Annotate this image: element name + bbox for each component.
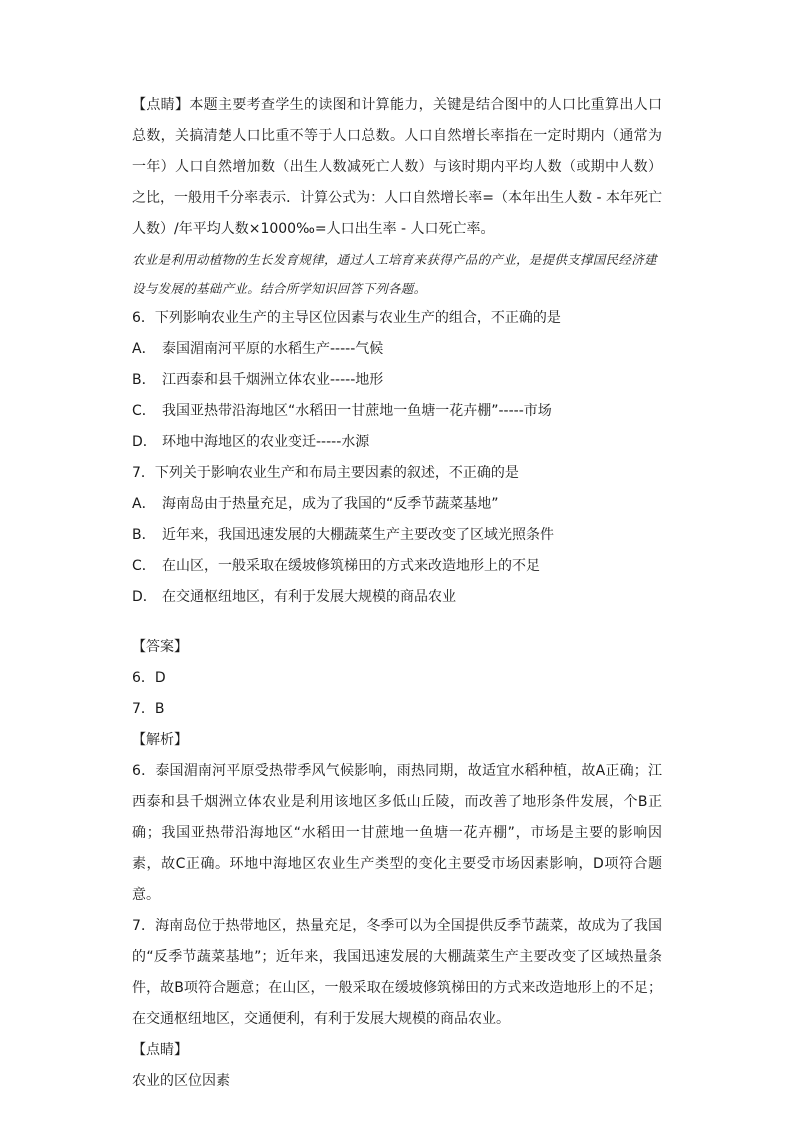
option-text: 泰国湄南河平原的水稻生产-----气候: [162, 341, 384, 357]
question-6-stem: 6．下列影响农业生产的主导区位因素与农业生产的组合，不正确的是: [132, 310, 561, 326]
option-letter: D．: [132, 589, 157, 605]
question-6-option-c: [132, 396, 662, 427]
answer-label: 【答案】: [132, 639, 188, 655]
option-letter: C．: [132, 403, 156, 419]
option-letter: B．: [132, 527, 156, 543]
answer-6: 6．D: [132, 670, 166, 686]
dianjing-paragraph-1: [132, 90, 662, 245]
option-letter: A．: [132, 341, 156, 357]
question-7-option-c: [132, 551, 662, 582]
option-letter: B．: [132, 372, 156, 388]
option-letter: A．: [132, 496, 156, 512]
spacer: [132, 613, 662, 632]
option-text: 环地中海地区的农业变迁-----水源: [162, 434, 370, 450]
dianjing-label: 【点睛】: [132, 97, 190, 113]
question-7-option-a: [132, 489, 662, 520]
option-letter: C．: [132, 558, 156, 574]
analysis-6: 6．泰国湄南河平原受热带季风气候影响，雨热同期，故适宜水稻种植，故A正确；江西泰和县千烟洲立体农业是利用该地区多低山丘陵，而改善了地形条件发展，个B正确；我国亚热带沿海地区“水稻田一甘蔗地一鱼塘一花卉棚”，市场是主要的影响因素，故C正确。环地中海地区农业生产类型的变化主要受市场因素影响，D项符合题意。: [132, 763, 662, 903]
question-7-option-d: [132, 582, 662, 613]
question-7-option-b: [132, 520, 662, 551]
question-intro: 农业是利用动植物的生长发育规律，通过人工培育来获得产品的产业，是提供支撑国民经济建设与发展的基础产业。结合所学知识回答下列各题。: [132, 252, 657, 296]
question-6-option-b: [132, 365, 662, 396]
question-7-stem: 7．下列关于影响农业生产和布局主要因素的叙述，不正确的是: [132, 465, 519, 481]
option-text: 在山区，一般采取在缓坡修筑梯田的方式来改造地形上的不足: [162, 558, 540, 574]
question-6-option-a: [132, 334, 662, 365]
option-text: 江西泰和县千烟洲立体农业-----地形: [162, 372, 384, 388]
question-6-option-d: [132, 427, 662, 458]
option-text: 近年来，我国迅速发展的大棚蔬菜生产主要改变了区域光照条件: [162, 527, 554, 543]
dianjing-text: 本题主要考查学生的读图和计算能力，关键是结合图中的人口比重算出人口总数，关搞清楚人口比重不等于人口总数。人口自然增长率指在一定时期内（通常为一年）人口自然增加数（出生人数减死亡人数）与该时期内平均人数（或期中人数）之比，一般用千分率表示．计算公式为：人口自然增长率=（本年出生人数 - 本年死亡人数）/年平均人数×1000‰=人口出生率 - 人口死亡率。: [132, 97, 663, 237]
option-text: 我国亚热带沿海地区“水稻田一甘蔗地一鱼塘一花卉棚”-----市场: [162, 403, 552, 419]
dianjing-label-2: 【点睛】: [132, 1042, 188, 1058]
analysis-label: 【解析】: [132, 732, 188, 748]
option-text: 海南岛由于热量充足，成为了我国的“反季节蔬菜基地”: [162, 496, 499, 512]
answer-7: 7．B: [132, 701, 165, 717]
dianjing-text-2: 农业的区位因素: [132, 1073, 230, 1089]
document-page: [132, 90, 662, 1097]
option-letter: D．: [132, 434, 157, 450]
analysis-7: 7．海南岛位于热带地区，热量充足，冬季可以为全国提供反季节蔬菜，故成为了我国的“反季节蔬菜基地”；近年来，我国迅速发展的大棚蔬菜生产主要改变了区域热量条件，故B项符合题意；在山区，一般采取在缓坡修筑梯田的方式来改造地形上的不足；在交通枢纽地区，交通便利，有利于发展大规模的商品农业。: [132, 918, 662, 1027]
option-text: 在交通枢纽地区，有利于发展大规模的商品农业: [162, 589, 456, 605]
